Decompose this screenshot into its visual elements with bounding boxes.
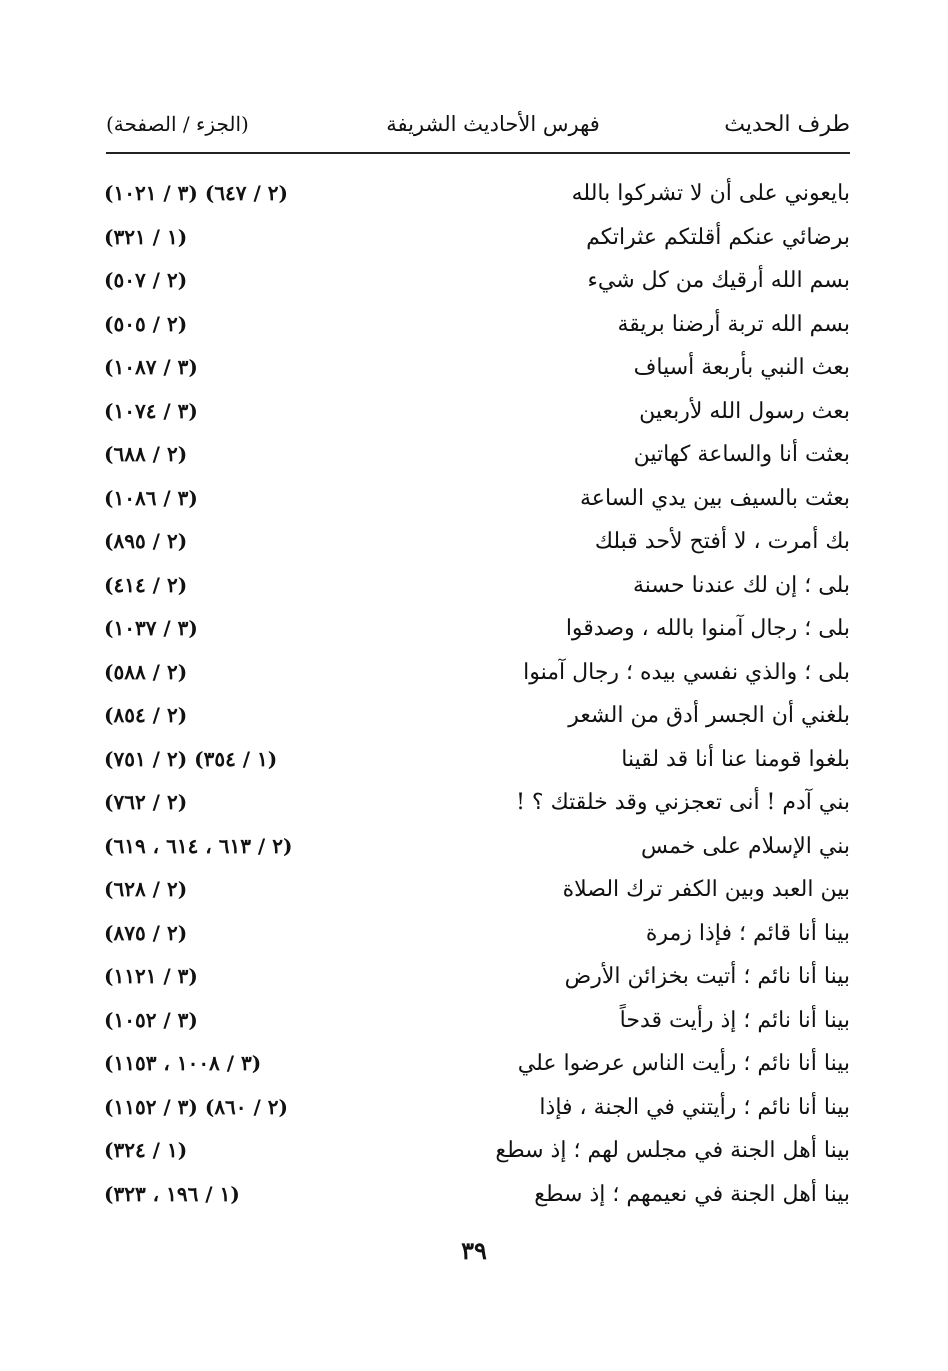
hadith-text: بلى ؛ إن لك عندنا حسنة [632,572,850,598]
list-item [104,825,850,869]
header-hadith-label: طرف الحديث [724,112,850,137]
list-item [104,651,850,695]
hadith-reference: (٣ / ١٠٧٤) [104,398,198,423]
hadith-text: بينا أنا قائم ؛ فإذا زمرة [645,920,850,946]
list-item [104,912,850,956]
hadith-reference: (٣ / ١٠٥٢) [104,1007,198,1032]
hadith-reference: (٢ / ٥٨٨) [104,659,188,684]
page-header [106,112,850,154]
hadith-reference: (٢ / ٥٠٧) [104,268,188,292]
hadith-text: بلى ؛ والذي نفسي بيده ؛ رجال آمنوا [523,659,850,685]
list-item [104,999,850,1043]
hadith-reference: (٣ / ١٠٣٧) [104,616,198,640]
hadith-reference: (٢ / ٨٩٥) [104,529,188,553]
list-item [104,303,850,347]
list-item [104,520,850,564]
hadith-reference: (٢ / ٦٢٨) [104,877,188,901]
hadith-reference: (٣ / ١٠٠٨ ، ١١٥٣) [104,1051,262,1075]
hadith-text: بين العبد وبين الكفر ترك الصلاة [562,877,850,902]
header-index-title: فهرس الأحاديث الشريفة [386,112,600,136]
list-item [104,477,850,521]
list-item [104,346,850,390]
list-item [104,1086,850,1130]
list-item [104,390,850,434]
hadith-text: بعثت بالسيف بين يدي الساعة [580,485,850,511]
hadith-reference: (٢ / ٦٨٨) [104,442,188,466]
hadith-reference: (٢ / ٨٧٥) [104,920,188,945]
hadith-text: بعث النبي بأربعة أسياف [633,355,850,380]
hadith-text: بينا أنا نائم ؛ أتيت بخزائن الأرض [564,964,850,989]
list-item [104,694,850,738]
header-volume-page-label: (الجزء / الصفحة) [106,112,249,136]
hadith-text: بينا أهل الجنة في مجلس لهم ؛ إذ سطع [495,1138,850,1163]
hadith-reference: (٣ / ١١٢١) [104,964,198,988]
hadith-text: بسم الله تربة أرضنا بريقة [617,311,850,337]
list-item [104,433,850,477]
hadith-text: بينا أنا نائم ؛ رأيت الناس عرضوا علي [517,1051,850,1076]
list-item [104,1173,850,1217]
list-item [104,216,850,260]
list-item [104,564,850,608]
hadith-text: بلغوا قومنا عنا أنا قد لقينا [621,746,850,772]
list-item [104,172,850,216]
page-number: ٣٩ [461,1236,487,1265]
hadith-reference: (١ / ١٩٦ ، ٣٢٣) [104,1181,240,1206]
hadith-text: بلى ؛ رجال آمنوا بالله ، وصدقوا [565,616,850,641]
hadith-text: برضائي عنكم أقلتكم عثراتكم [586,224,850,250]
hadith-reference: (٢ / ٨٦٠) (٣ / ١١٥٢) [104,1094,288,1119]
hadith-text: بلغني أن الجسر أدق من الشعر [568,703,850,728]
list-item [104,1129,850,1173]
hadith-reference: (٢ / ٤١٤) [104,572,188,597]
list-item [104,1042,850,1086]
hadith-text: بعث رسول الله لأربعين [639,398,850,424]
list-item [104,868,850,912]
list-item [104,955,850,999]
hadith-reference: (٢ / ٦٤٧) (٣ / ١٠٢١) [104,181,288,205]
hadith-reference: (٢ / ٧٦٢) [104,790,188,814]
list-item [104,781,850,825]
hadith-text: بسم الله أرقيك من كل شيء [587,268,850,293]
hadith-text: بينا أنا نائم ؛ إذ رأيت قدحاً [619,1007,850,1033]
hadith-text: بينا أنا نائم ؛ رأيتني في الجنة ، فإذا [539,1094,850,1120]
hadith-text: بعثت أنا والساعة كهاتين [633,442,850,467]
list-item [104,259,850,303]
hadith-index-list [104,172,850,1216]
hadith-text: بني الإسلام على خمس [640,833,850,859]
hadith-reference: (٢ / ٥٠٥) [104,311,188,336]
hadith-text: بينا أهل الجنة في نعيمهم ؛ إذ سطع [534,1181,850,1207]
list-item [104,738,850,782]
hadith-text: بايعوني على أن لا تشركوا بالله [571,181,850,206]
hadith-reference: (١ / ٣٢٤) [104,1138,188,1162]
hadith-reference: (٣ / ١٠٨٧) [104,355,198,379]
hadith-reference: (٢ / ٦١٣ ، ٦١٤ ، ٦١٩) [104,833,293,858]
hadith-reference: (٣ / ١٠٨٦) [104,485,198,510]
hadith-reference: (٢ / ٨٥٤) [104,703,188,727]
hadith-text: بني آدم ! أنى تعجزني وقد خلقتك ؟ ! [516,790,850,815]
hadith-text: بك أمرت ، لا أفتح لأحد قبلك [594,529,850,554]
list-item [104,607,850,651]
hadith-reference: (١ / ٣٥٤) (٢ / ٧٥١) [104,746,278,771]
hadith-reference: (١ / ٣٢١) [104,224,188,249]
